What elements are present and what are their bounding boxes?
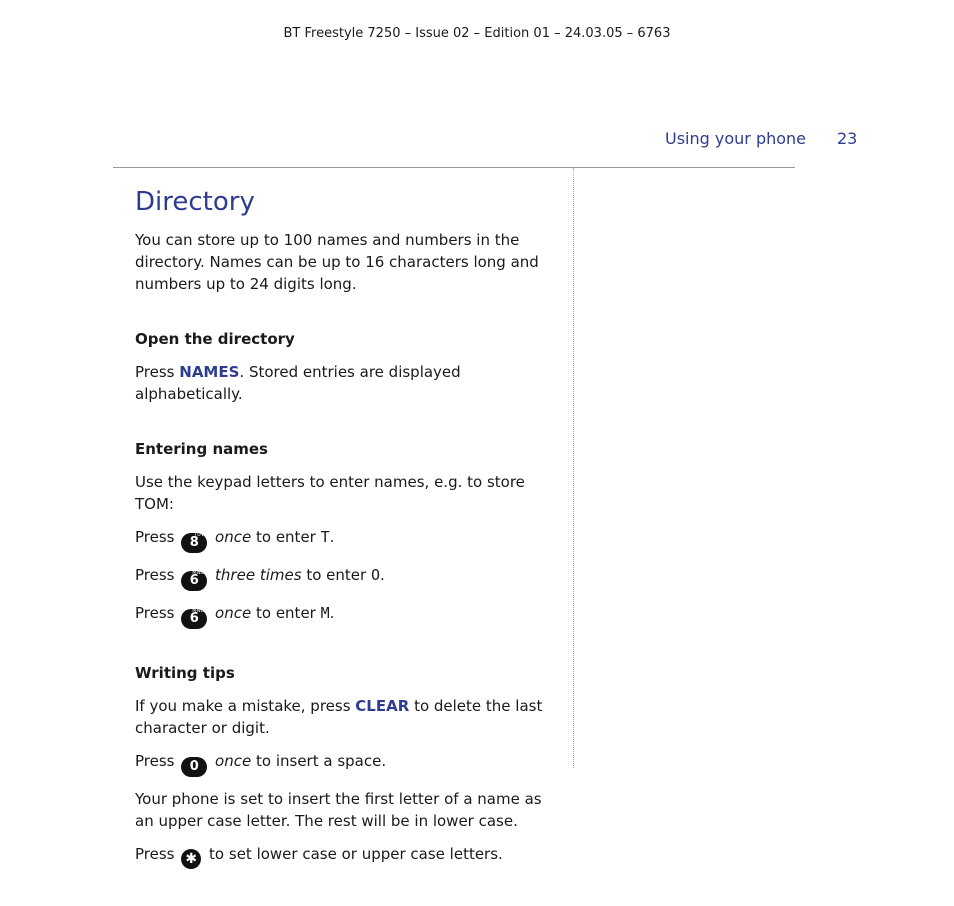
step-to-text: to enter (256, 528, 316, 546)
entering-names-intro: Use the keypad letters to enter names, e.g. to store TOM: (135, 473, 525, 513)
clear-key-label: CLEAR (355, 697, 410, 715)
key-6-icon (181, 571, 207, 591)
key-0-icon: 0 (181, 757, 207, 777)
open-directory-rest: . Stored entries are displayed alphabetically. (135, 363, 461, 403)
step-count: once (215, 604, 252, 622)
key-8-icon (181, 533, 207, 553)
section-title: Directory (135, 187, 255, 217)
header-rule (113, 167, 795, 168)
running-head: Using your phone (665, 129, 807, 148)
step-count: once (215, 528, 252, 546)
entry-step (135, 526, 560, 553)
display-char: M (320, 604, 330, 622)
names-key-label: NAMES (179, 363, 240, 381)
key-sub-letters: TUV (194, 532, 205, 538)
press-text: Press (135, 363, 175, 381)
step-to-text: to enter (256, 604, 316, 622)
star-after: to set lower case or upper case letters. (209, 845, 503, 863)
key-6-icon (181, 609, 207, 629)
key-digit: 6 (189, 611, 199, 626)
open-directory-heading: Open the directory (135, 330, 295, 348)
press-text: Press (135, 528, 175, 546)
step-count: three times (215, 566, 302, 584)
key-digit: 6 (189, 573, 199, 588)
key-digit: 8 (189, 535, 199, 550)
star-key-icon: ✱ (181, 849, 201, 869)
step-to-text: to enter (306, 566, 367, 584)
writing-tips-heading: Writing tips (135, 664, 235, 682)
main-column (135, 183, 560, 869)
case-paragraph: Your phone is set to insert the first letter of a name as an upper case letter. The rest will be in lower case. (135, 790, 542, 830)
step-end: . (329, 528, 335, 546)
key-sub-letters: MNO (192, 570, 205, 576)
column-divider (573, 168, 574, 768)
mistake-after: to delete the last character or digit. (135, 697, 543, 737)
step-end: . (379, 566, 385, 584)
document-id-header: BT Freestyle 7250 – Issue 02 – Edition 01 – 24.03.05 – 6763 (283, 26, 671, 41)
key-sub-letters: MNO (192, 608, 205, 614)
open-directory-paragraph (135, 361, 560, 405)
display-char: O (370, 566, 380, 584)
space-after: to insert a space. (256, 752, 387, 770)
press-text: Press (135, 566, 175, 584)
press-text: Press (135, 845, 175, 863)
page-number: 23 (837, 129, 858, 148)
mistake-before: If you make a mistake, press (135, 697, 351, 715)
entering-names-heading: Entering names (135, 440, 268, 458)
step-end: . (329, 604, 335, 622)
star-paragraph (135, 843, 560, 869)
intro-paragraph: You can store up to 100 names and numbers in the directory. Names can be up to 16 characters long and numbers up to 24 digits long. (135, 231, 539, 293)
entry-step (135, 602, 560, 629)
mistake-paragraph (135, 695, 560, 739)
space-paragraph (135, 750, 560, 777)
space-count: once (215, 752, 252, 770)
press-text: Press (135, 604, 175, 622)
press-text: Press (135, 752, 175, 770)
entry-step (135, 564, 560, 591)
display-char: T (320, 528, 330, 546)
